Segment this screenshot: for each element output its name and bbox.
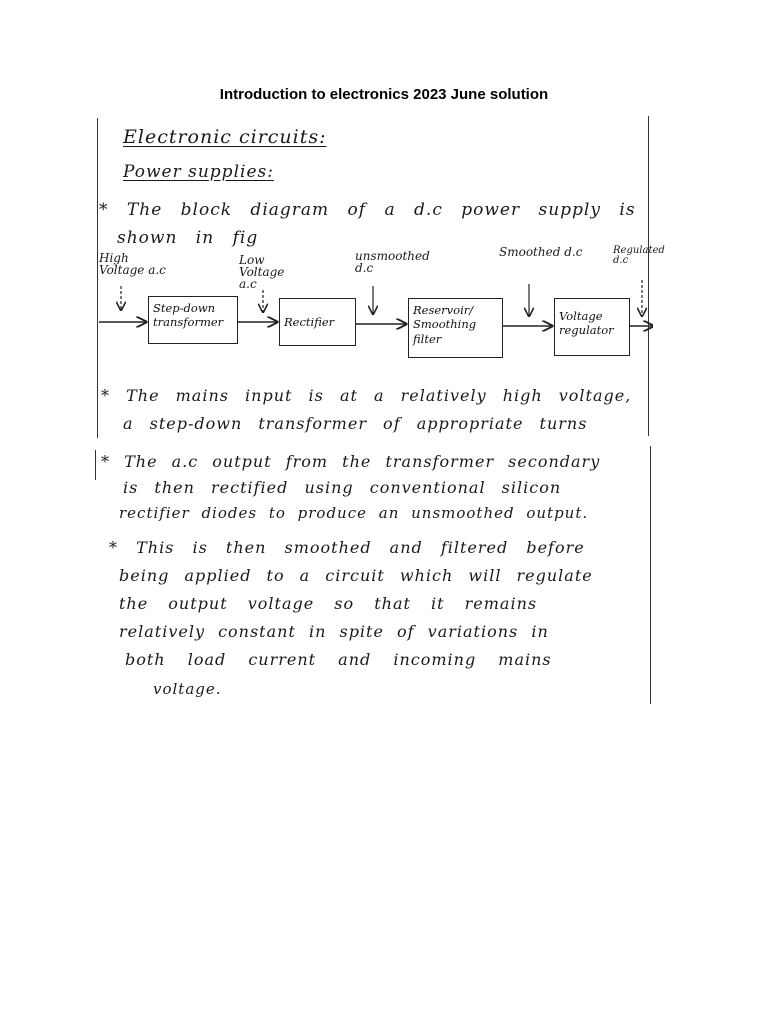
block-smoothing-filter: Reservoir/ Smoothing filter [408, 298, 503, 358]
label-regulated: Regulated d.c [613, 245, 665, 266]
notes-subheading: Power supplies: [123, 162, 274, 182]
para2-line-1: * The a.c output from the transformer secondary [101, 452, 601, 471]
block-rectifier: Rectifier [279, 298, 356, 346]
para3-line-1: * This is then smoothed and filtered before [109, 538, 585, 557]
block-step-down-transformer: Step-down transformer [148, 296, 238, 344]
scan-right-border-bottom [650, 446, 651, 704]
scan-left-border-bottom [95, 450, 96, 480]
para3-line-3: the output voltage so that it remains [119, 594, 538, 613]
handwritten-notes-scan [93, 112, 665, 704]
intro-line-2: shown in fig [117, 228, 259, 248]
block-voltage-regulator: Voltage regulator [554, 298, 630, 356]
para1-line-2: a step-down transformer of appropriate turns [123, 414, 588, 433]
intro-line-1: * The block diagram of a d.c power supply is [99, 200, 636, 220]
para2-line-3: rectifier diodes to produce an unsmoothed output. [119, 504, 589, 522]
para3-line-4: relatively constant in spite of variations in [119, 622, 549, 641]
para3-line-2: being applied to a circuit which will regulate [119, 566, 593, 585]
label-smoothed: Smoothed d.c [499, 245, 583, 259]
para3-line-5: both load current and incoming mains [125, 650, 552, 669]
para1-line-1: * The mains input is at a relatively high voltage, [101, 386, 632, 405]
label-low-voltage: Low Voltage a.c [239, 253, 285, 291]
para3-line-6: voltage. [153, 680, 222, 698]
page-title: Introduction to electronics 2023 June solution [219, 86, 549, 103]
label-unsmoothed: unsmoothed d.c [355, 249, 430, 275]
power-supply-block-diagram [93, 245, 665, 378]
label-high-voltage: High Voltage a.c [99, 251, 166, 277]
para2-line-2: is then rectified using conventional silicon [123, 478, 562, 497]
notes-heading: Electronic circuits: [123, 126, 327, 148]
